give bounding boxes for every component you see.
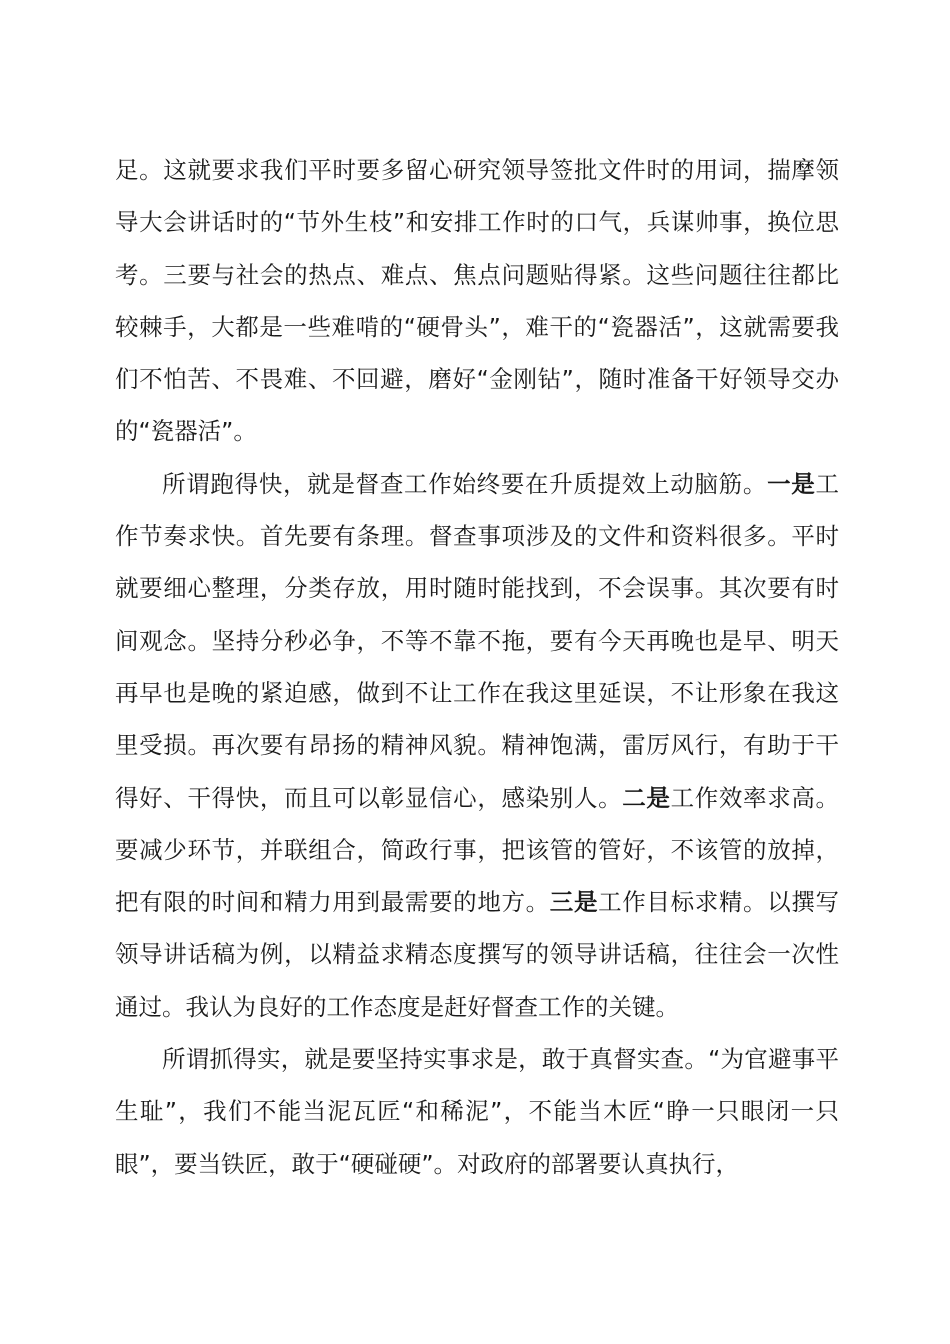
paragraph-3-text: 所谓抓得实，就是要坚持实事求是，敢于真督实查。“为官避事平生耻”，我们不能当泥瓦匠“和稀泥”，不能当木匠“睁一只眼闭一只眼”，要当铁匠，敢于“硬碰硬”。对政府的部署要认真执行， [115, 1045, 839, 1178]
paragraph-2 [115, 458, 839, 1033]
paragraph-2-run-5: 工作效率求高。要减少环节，并联组合，简政行事，把该管的管好，不该管的放掉，把有限的时间和精力用到最需要的地方。 [115, 783, 840, 917]
point-one-lead: 一是 [767, 469, 816, 498]
paragraph-2-run-1: 所谓跑得快，就是督查工作始终要在升质提效上动脑筋。 [162, 469, 768, 498]
paragraph-2-run-3: 工作节奏求快。首先要有条理。督查事项涉及的文件和资料很多。平时就要细心整理，分类存放，用时随时能找到，不会误事。其次要有时间观念。坚持分秒必争，不等不靠不拖，要有今天再晚也是早、明天再早也是晚的紧迫感，做到不让工作在我这里延误，不让形象在我这里受损。再次要有昂扬的精神风貌。精神饱满，雷厉风行，有助于干得好、干得快，而且可以彰显信心，感染别人。 [115, 469, 840, 812]
paragraph-1-text: 足。这就要求我们平时要多留心研究领导签批文件时的用词，揣摩领导大会讲话时的“节外生枝”和安排工作时的口气，兵谋帅事，换位思考。三要与社会的热点、难点、焦点问题贴得紧。这些问题往往都比较棘手，大都是一些难啃的“硬骨头”，难干的“瓷器活”，这就需要我们不怕苦、不畏难、不回避，磨好“金刚钻”，随时准备干好领导交办的“瓷器活”。 [115, 156, 839, 446]
paragraph-3 [115, 1033, 839, 1190]
point-two-lead: 二是 [622, 783, 671, 812]
paragraph-2-run-7: 工作目标求精。以撰写领导讲话稿为例，以精益求精态度撰写的领导讲话稿，往往会一次性通过。我认为良好的工作态度是赶好督查工作的关键。 [115, 888, 840, 1021]
point-three-lead: 三是 [549, 888, 599, 917]
document-body [115, 144, 839, 1190]
paragraph-1 [115, 144, 839, 458]
